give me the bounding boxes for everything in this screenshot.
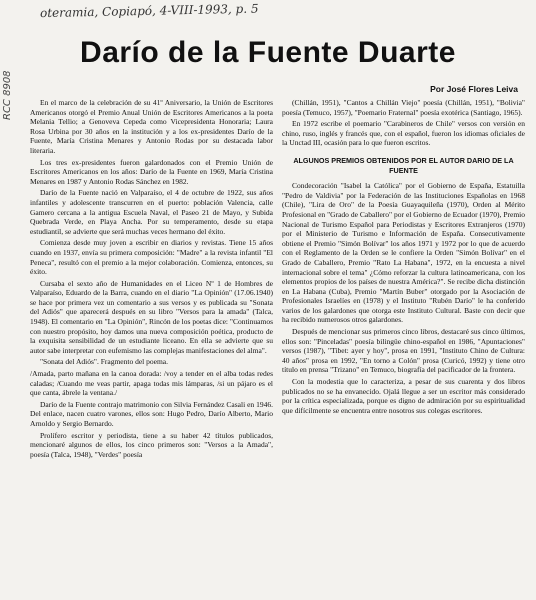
article-column-left [30, 98, 273, 592]
article-column-right [282, 98, 525, 592]
paragraph: Comienza desde muy joven a escribir en diarios y revistas. Tiene 15 años cuando en 1937, envía su primera composición: "Madre" a la revista infantil "El Peneca", resultó con el premio a la mejor colaboración. Comienza, entonces, su éxito. [30, 238, 273, 277]
handwritten-source-note: oteramia, Copiapó, 4-VIII-1993, p. 5 [39, 1, 259, 21]
paragraph: Prolífero escritor y periodista, tiene a su haber 42 títulos publicados, mencionaré algunos de ellos, los cinco primeros son: "Versos a la Amada", poesía (Talca, 1948), "Verdes" poesía [30, 430, 273, 459]
article-title: Darío de la Fuente Duarte [80, 36, 456, 69]
paragraph: Condecoración "Isabel la Católica" por el Gobierno de España, Estatuilla "Pedro de Valdivia" por la Federación de las Instituciones Españolas en 1968 (Chile), "Lira de Oro" de la Poesía Guayaquileña (1970), Orden al Mérito Profesional en "Grado de Caballero" por el Gobierno de Ecuador (1970), Premio Nacional de Turismo Español para Periodistas y Escritores Extranjeros (1970) por el Ministerio de Turismo e Información de España. Consecutivamente obtiene el Premio "Simón Bolívar" los años 1971 y 1972 por lo que de acuerdo con el Reglamento de la Orden se le confiere la Orden "Simón Bolívar" en el Grado de Caballero, Premio "Rato La Habana", 1972, en la encuesta a nivel internacional sobre el tema" ¿Cómo reforzar la cultura latinoamericana, con los elementos propios de los países de nuestra América?". Se recibe dicha distinción en La Habana (Cuba), Premio "Martín Buber" otorgado por la Asociación de Profesionales Israelíes en (1978) y el Instituto "Rubén Darío" le ha conferido varios de los galardones que otorga este Instituto Cultural. Baste con decir que ha recibido numerosos otros galardones. [282, 181, 525, 325]
paragraph: Darío de la Fuente nació en Valparaíso, el 4 de octubre de 1922, sus años infantiles y adolescente transcurren en el puerto: población Valencia, calle Gamero cercana a la antigua Escuela Naval, el Paseo 21 de Mayo, y Subida Quebrada Verde, en Playa Ancha. Por su temperamento, desde su etapa estudiantil, se advierte que será muchas veces hermano del éxito. [30, 188, 273, 236]
paragraph: En 1972 escribe el poemario "Carabineros de Chile" versos con versión en chino, ruso, inglés y francés que, con el español, fueron los idiomas oficiales de la Unctad III, ocasión para lo que fueron escritos. [282, 119, 525, 148]
poem-caption: "Sonata del Adiós". Fragmento del poema. [40, 357, 168, 367]
section-subheading: ALGUNOS PREMIOS OBTENIDOS POR EL AUTOR DARIO DE LA FUENTE [293, 155, 514, 175]
archive-stamp: RCC 8908 [2, 70, 13, 120]
paragraph: Con la modestia que lo caracteriza, a pesar de sus cuarenta y dos libros publicados no se ha envanecido. Ojalá llegue a ser un escritor más considerado por la crítica especializada, porque es digno de admiración por su espiritualidad que difícilmente se encuentra entre nosotros sus colegas escritores. [282, 377, 525, 415]
poem-fragment: /Amada, parto mañana en la canoa dorada: /voy a tender en el alba todas redes caladas; /Cuando me veas partir, apaga todas mis lámparas, /si un pájaro es el que canta, ábrele la ventana./ [30, 369, 273, 398]
paragraph: Después de mencionar sus primeros cinco libros, destacaré sus cinco últimos, ellos son: "Pinceladas" poesía bilingüe chino-español en 1986, "Apuntaciones" versos (1987), "Tibet: ayer y hoy", prosa en 1991, "Instituto Chino de Cultura: 40 años" prosa en 1992, "En torno a Colón" prosa (Curicó, 1992) y tiene otro título en prensa "Trizano" en Temuco, biografía del pacificador de la frontera. [282, 327, 525, 375]
paragraph: En el marco de la celebración de su 41º Aniversario, la Unión de Escritores Americanos otorgó el Premio Anual Unión de Escritores Americanos a la poeta Melania Tellio; a Genoveva Cepeda como Vicepresidenta Honoraria; Laura Rosa Urbina por 30 años en la institución y a los ex-presidentes Darío de la Fuente, María Cristina Menares y Antonio Rodas por su destacada labor literaria. [30, 98, 273, 155]
article-byline: Por José Flores Leiva [430, 84, 518, 94]
paragraph: Los tres ex-presidentes fueron galardonados con el Premio Unión de Escritores Americanos en los años: Darío de la Fuente en 1969, María Cristina Menares en 1987 y Antonio Rodas Sánchez en 1982. [30, 157, 273, 186]
paragraph: Cursaba el sexto año de Humanidades en el Liceo Nº 1 de Hombres de Valparaíso, Eduardo de la Barra, cuando en el diario "La Opinión" (17.06.1940) se hace por primera vez un comentario a sus versos y es publicada su "Sonata del Adiós" que aparecerá después en su libro "Versos para la amada" (Talca, 1948). El comentario en "La Opinión", Rincón de los poetas dice: "Continuamos con nuestro propósito, hoy damos una nueva composición poética, producto de la exquisita sensibilidad de un estudiante liceano. En ella se advierte que su autor sabe interpretar con eufemismo las complejas manifestaciones del alma". [30, 278, 273, 355]
paragraph: (Chillán, 1951), "Cantos a Chillán Viejo" poesía (Chillán, 1951), "Bolivia" poesía (Temuco, 1957), "Poemario Fraternal" poesía exotérica (Santiago, 1965). [282, 98, 525, 117]
paragraph: Darío de la Fuente contrajo matrimonio con Silvia Fernández Casali en 1946. Del enlace, nacen cuatro varones, ellos son: Hugo Pedro, Darío Alberto, Mario Arnoldo y Sergio Bernardo. [30, 399, 273, 428]
